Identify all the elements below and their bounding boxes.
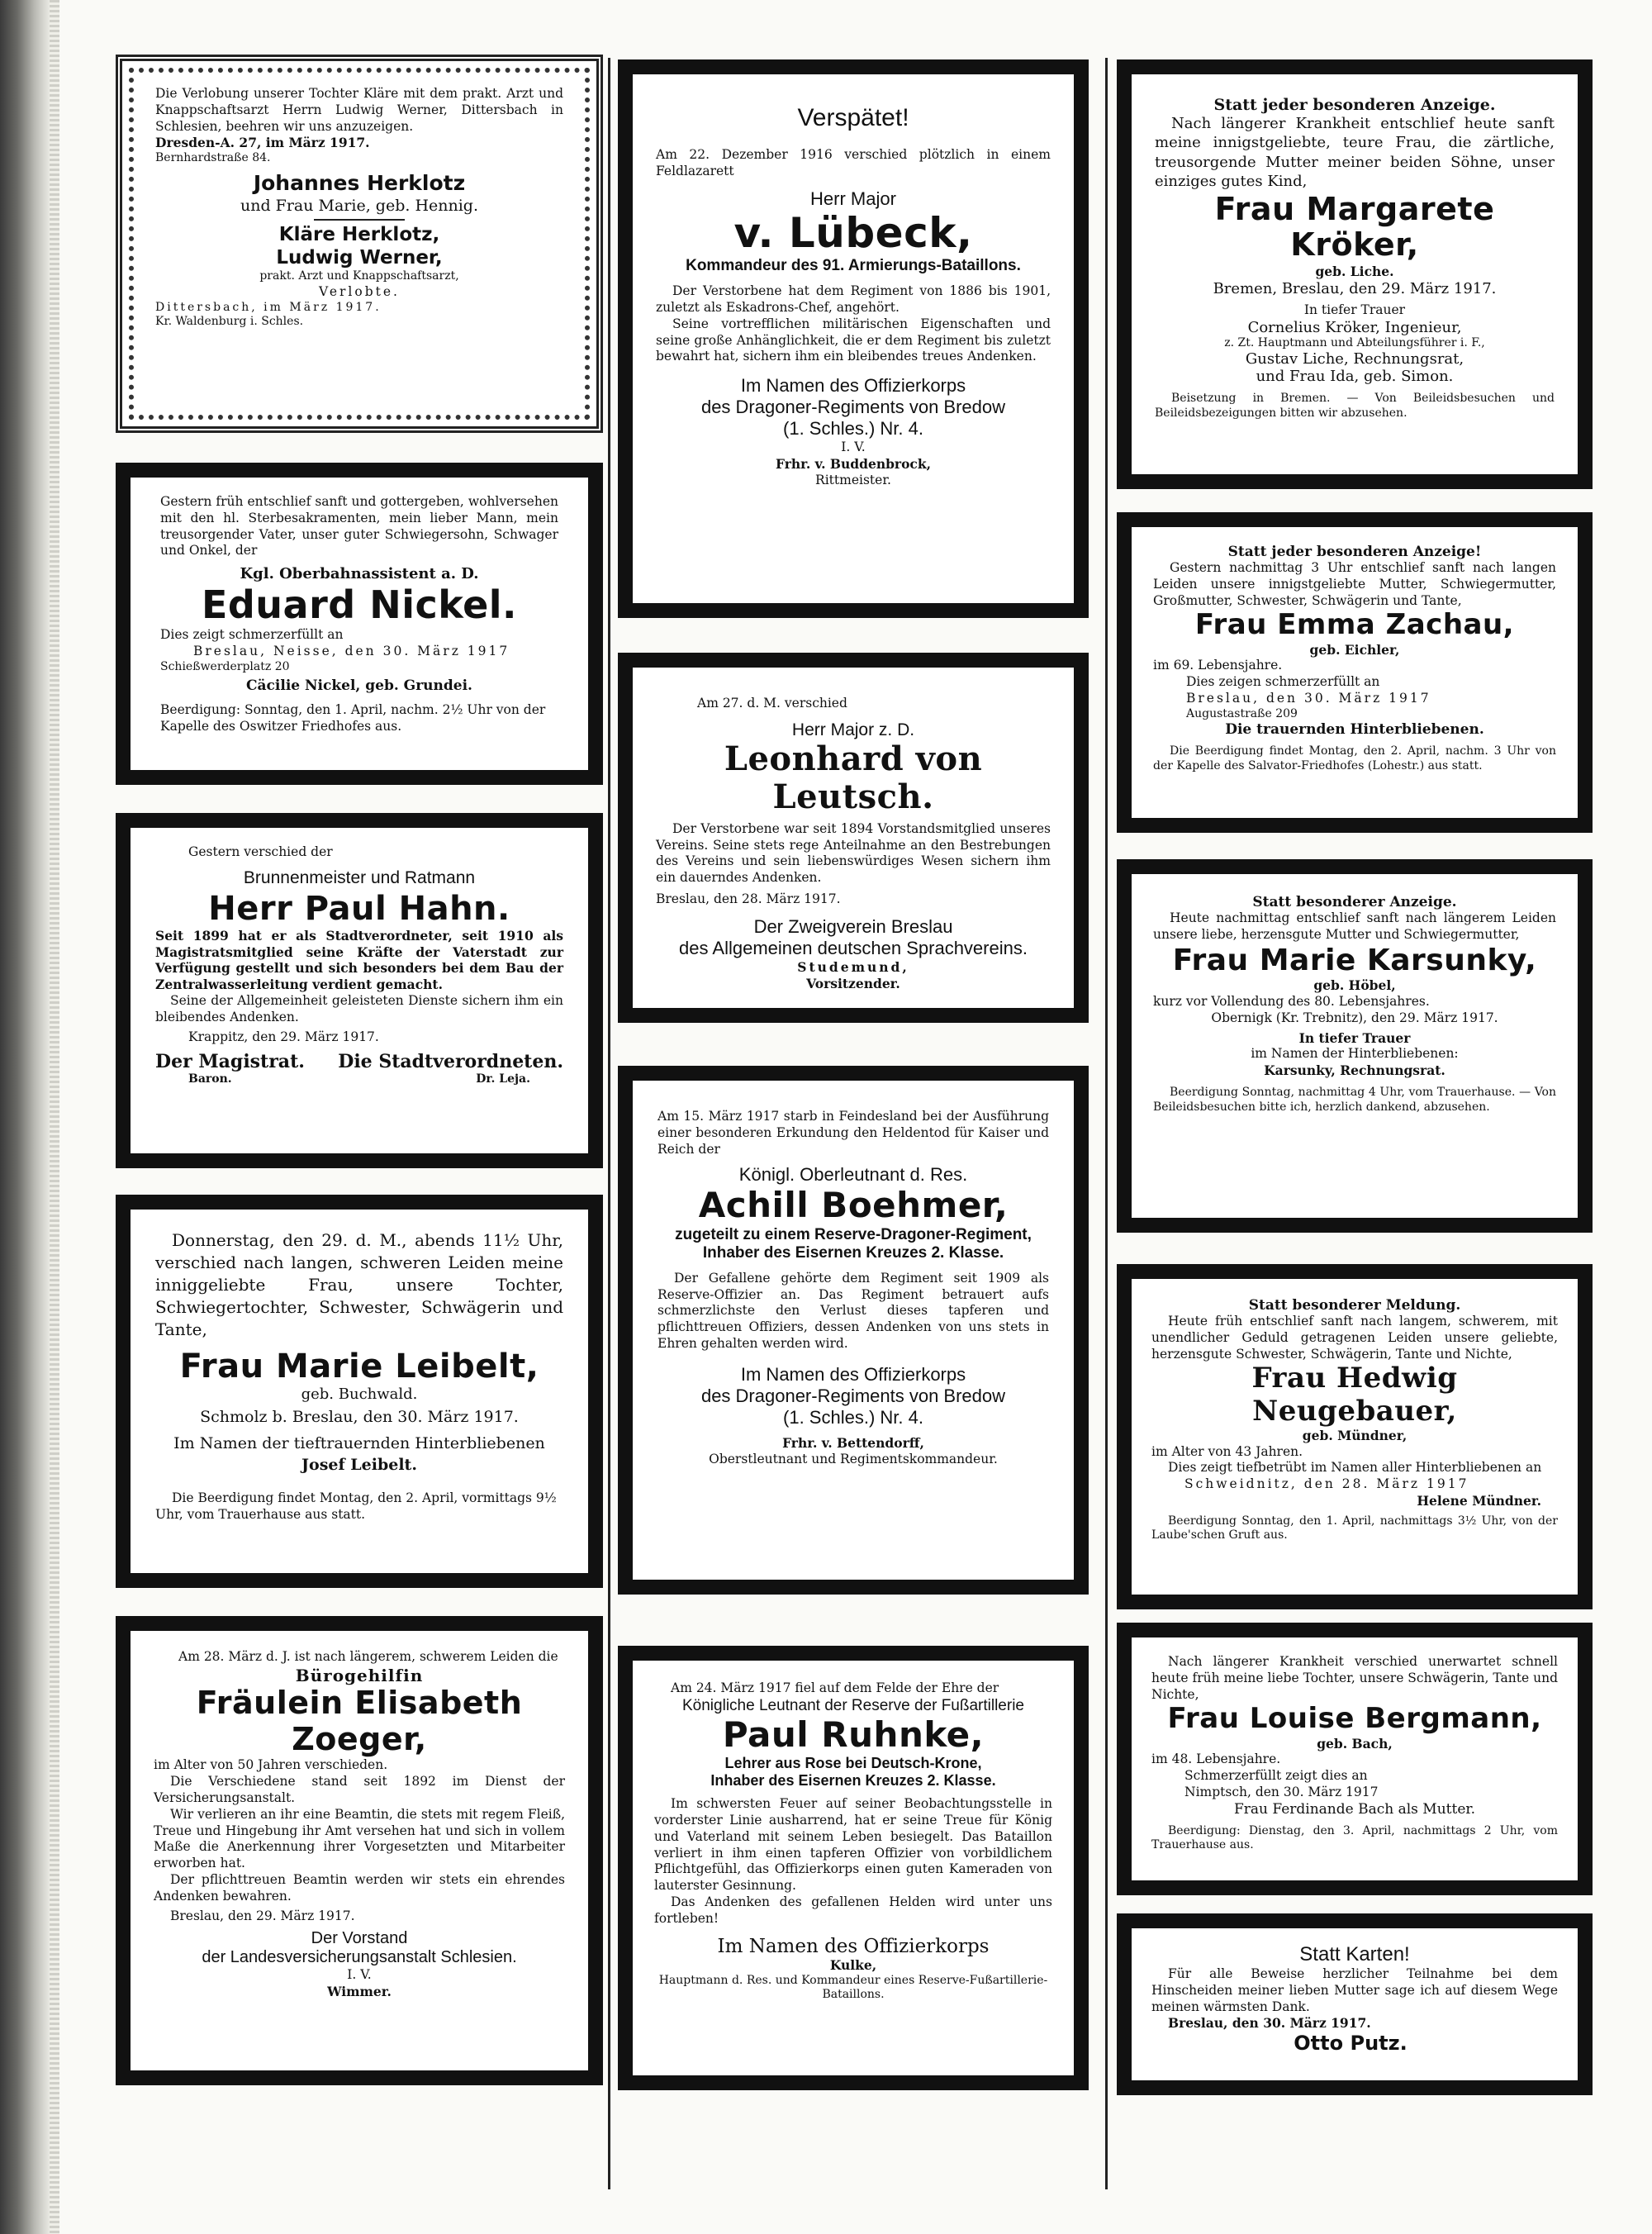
obituary-text: Seit 1899 hat er als Stadtverordneter, seit 1910 als Magistratsmitglied seine Kräfte der Vaterstadt zur Verfügung gestellt und sich besonders bei dem Bau der Zentralwasserleitung verdient gemacht. [155,927,563,993]
maiden-name: geb. Eichler, [1309,641,1400,658]
notice-text: Die Verlobung unserer Tochter Kläre mit dem prakt. Arzt und Knappschaftsarzt Herrn Ludwig Werner, Dittersbach in Schlesien, beehren wir uns anzuzeigen. [155,86,563,134]
signatory-number: (1. Schles.) Nr. 4. [783,1406,923,1428]
obituary-street: Schießwerderplatz 20 [160,659,290,673]
signatory: Der Vorstand [311,1929,408,1948]
obituary-text: Donnerstag, den 29. d. M., abends 11½ Uhr, verschied nach langen, schweren Leiden meine inniggeliebte Frau, unsere Tochter, Schwiegertochter, Schwester, Schwägerin und Tante, [155,1230,563,1339]
obituary-neugebauer [1117,1264,1593,1609]
deceased-decoration: Inhaber des Eisernen Kreuzes 2. Klasse. [702,1243,1004,1262]
column-rule [608,58,610,2189]
obituary-text: Am 22. Dezember 1916 verschied plötzlich in einem Feldlazarett [656,147,1051,178]
notice-text: Für alle Beweise herzlicher Teilnahme bei dem Hinscheiden meiner lieben Mutter sage ich auf diesem Wege meinen wärmsten Dank. [1151,1966,1558,2014]
mourner-name: Karsunky, Rechnungsrat. [1264,1062,1446,1079]
obituary-text-2: Seine der Allgemeinheit geleisteten Dienste sichern ihm ein bleibendes Andenken. [155,993,563,1024]
deceased-name: Fräulein Elisabeth Zoeger, [196,1684,523,1757]
obituary-text-2: Die Verschiedene stand seit 1892 im Dienst der Versicherungsanstalt. [154,1774,565,1805]
mourner-name: Cornelius Kröker, Ingenieur, [1247,318,1462,336]
deceased-age: im 48. Lebensjahre. [1151,1752,1281,1767]
signatory-left: Der Magistrat. [155,1050,305,1072]
obituary-place: Breslau, Neisse, den 30. März 1917 [193,644,510,659]
mourner-line: Schmerzerfüllt zeigt dies an [1184,1768,1368,1784]
mourner-line: Dies zeigen schmerzerfüllt an [1186,674,1380,690]
mourner-name: Josef Leibelt. [301,1456,417,1474]
page-edge [50,0,59,2234]
obituary-text: Nach längerer Krankheit entschlief heute sanft meine innigstgeliebte, teure Frau, die zärtliche, treusorgende Mutter meiner beiden Söhne, unser einziges gutes Kind, [1155,115,1555,191]
deceased-rank: Herr Major z. D. [791,720,915,739]
deceased-rank: Herr Major [810,188,896,209]
obituary-text: Heute früh entschlief sanft nach langem, schwerem, mit unendlicher Geduld getragenen Leiden unsere geliebte, herzensgute Schwester, Schwägerin, Tante und Nichte, [1151,1314,1558,1362]
obituary-text: Am 27. d. M. verschied [697,696,847,711]
obituary-place: Schweidnitz, den 28. März 1917 [1184,1476,1469,1492]
signatory: Im Namen des Offizierkorps [740,375,966,397]
signature-left: Baron. [188,1072,232,1086]
signature: Otto Putz. [1294,2032,1408,2056]
obituary-leutsch [618,653,1089,1023]
obituary-text-2: Im schwersten Feuer auf seiner Beobachtungsstelle in vorderster Linie ausharrend, hat er seine Treue für König und Vaterland mit seinem Leben besiegelt. Das Bataillon verliert in ihm einen tapferen Offizier von vorbildlichem Pflichtgefühl, das Offizierkorps einen guten Kameraden von lauterster Gesinnung. [654,1796,1052,1894]
maiden-name: geb. Bach, [1317,1735,1393,1752]
signature-rank: Rittmeister. [815,472,891,487]
deceased-decoration: Inhaber des Eisernen Kreuzes 2. Klasse. [710,1772,996,1790]
thank-you-notice [1117,1913,1593,2095]
funeral-note: Beisetzung in Bremen. — Von Beileidsbesuchen und Beileidsbezeigungen bitten wir abzusehen. [1155,392,1555,420]
mourner-name: Cäcilie Nickel, geb. Grundei. [246,677,472,695]
deceased-rank: Königl. Oberleutnant d. Res. [738,1164,968,1186]
obituary-age: im Alter von 50 Jahren verschieden. [154,1757,388,1773]
obituary-intro: Gestern verschied der [188,844,333,859]
signature: Studemund, [797,958,909,975]
obituary-zoeger [116,1616,603,2085]
deceased-name: Frau Hedwig Neugebauer, [1251,1362,1458,1428]
obituary-street: Augustastraße 209 [1186,706,1298,720]
obituary-place: Breslau, den 30. März 1917 [1186,691,1431,706]
obituary-kroeker [1117,59,1593,489]
obituary-karsunky [1117,859,1593,1233]
obituary-text: Heute nachmittag entschlief sanft nach längerem Leiden unsere liebe, herzensgute Mutter und Schwiegermutter, [1153,910,1556,942]
mourner-name: Frau Ferdinande Bach als Mutter. [1233,1800,1476,1818]
signatory-number: (1. Schles.) Nr. 4. [783,418,923,440]
mourner-name: Helene Mündner. [1417,1492,1541,1509]
book-binding [0,0,50,2234]
signature-right: Dr. Leja. [476,1072,530,1086]
obituary-text-3: Das Andenken des gefallenen Helden wird unter uns fortleben! [654,1894,1052,1926]
deceased-name: Eduard Nickel. [201,582,518,628]
deceased-profession: Lehrer aus Rose bei Deutsch-Krone, [724,1755,982,1772]
signatory-regiment: des Dragoner-Regiments von Bredow [700,1385,1006,1406]
signature-rank: Hauptmann d. Res. und Kommandeur eines Reserve-Fußartillerie-Bataillons. [658,1973,1048,2002]
notice-date: Breslau, den 30. März 1917. [1168,2015,1371,2032]
obituary-place: Nimptsch, den 30. März 1917 [1184,1785,1379,1800]
deceased-position: Kommandeur des 91. Armierungs-Bataillons. [686,257,1021,275]
obituary-hahn [116,813,603,1168]
signature-title: Vorsitzender. [806,975,900,991]
maiden-name: geb. Buchwald. [301,1386,418,1403]
notice-street: Bernhardstraße 84. [155,151,271,165]
parent-name-2: und Frau Marie, geb. Hennig. [240,196,479,215]
obituary-text-2: Der Verstorbene hat dem Regiment von 1886 bis 1901, zuletzt als Eskadrons-Chef, angehört. [656,283,1051,315]
funeral-note: Beerdigung: Sonntag, den 1. April, nachm. 2½ Uhr von der Kapelle des Oswitzer Friedhofes aus. [160,702,546,734]
notice-date: Dittersbach, im März 1917. [155,300,382,314]
obituary-ruhnke [618,1646,1089,2090]
maiden-name: geb. Mündner, [1302,1427,1408,1443]
deceased-age: kurz vor Vollendung des 80. Lebensjahres. [1153,993,1430,1009]
obituary-zachau [1117,512,1593,833]
mourner-name-3: und Frau Ida, geb. Simon. [1256,368,1454,386]
obituary-place: Bremen, Breslau, den 29. März 1917. [1213,279,1497,297]
deceased-title: Kgl. Oberbahnassistent a. D. [240,565,479,583]
signatory-iv: I. V. [841,440,866,455]
signatory: Im Namen des Offizierkorps [740,1363,966,1385]
obituary-date: Krappitz, den 29. März 1917. [188,1029,379,1044]
deceased-title: Brunnenmeister und Ratmann [243,867,476,887]
signature: Wimmer. [327,1984,392,2000]
parent-name: Johannes Herklotz [253,170,466,195]
groom-name: Ludwig Werner, [276,246,443,269]
funeral-note: Beerdigung Sonntag, nachmittag 4 Uhr, vom Trauerhause. — Von Beileidsbesuchen bitte ich, herzlich dankend, abzusehen. [1153,1086,1556,1114]
mourner-line: Dies zeigt tiefbetrübt im Namen aller Hinterbliebenen an [1168,1460,1542,1476]
bride-name: Kläre Herklotz, [278,224,440,246]
obituary-text-3: Wir verlieren an ihr eine Beamtin, die stets mit regem Fleiß, Treue und Hingebung ihr Amt versehen hat und sich in vollem Maße die Anerkennung ihrer Vorgesetzten und Mitarbeiter erworben hat. [154,1806,565,1871]
deceased-name: Frau Margarete Kröker, [1214,190,1495,264]
signature: Kulke, [829,1956,877,1973]
notice-place: Dresden-A. 27, im März 1917. [155,135,370,151]
signatory: Im Namen des Offizierkorps [717,1935,990,1957]
deceased-name: Leonhard von Leutsch. [724,739,983,816]
funeral-note: Die Beerdigung findet Montag, den 2. April, vormittags 9½ Uhr, vom Trauerhause aus statt. [155,1490,557,1522]
maiden-name: geb. Liche. [1315,263,1394,279]
notice-heading: Verspätet! [797,104,909,131]
mourner-line: Dies zeigt schmerzerfüllt an [160,627,344,643]
engaged-label: Verlobte. [319,283,400,299]
obituary-text: Am 24. März 1917 fiel auf dem Felde der Ehre der [671,1680,999,1695]
obituary-bergmann [1117,1623,1593,1895]
obituary-text: Am 15. März 1917 starb in Feindesland bei der Ausführung einer besonderen Erkundung den Heldentod für Kaiser und Reich der [657,1109,1049,1157]
signature-rank: Oberstleutnant und Regimentskommandeur. [709,1451,998,1466]
obituary-text: Nach längerer Krankheit verschied unerwartet schnell heute früh meine liebe Tochter, unsere Schwägerin, Tante und Nichte, [1151,1654,1558,1702]
signatory-right: Die Stadtverordneten. [338,1050,563,1072]
obituary-text-2: Der Gefallene gehörte dem Regiment seit 1909 als Reserve-Offizier an. Das Regiment betrauert aufs schmerzlichste den Verlust dieses tapferen und pflichttreuen Offiziers, dessen Andenken von uns stets in Ehren gehalten werden wird. [657,1270,1049,1352]
obituary-place: Schmolz b. Breslau, den 30. März 1917. [200,1408,519,1426]
black-border [131,463,588,478]
column-rule [1105,58,1108,2189]
divider [314,219,405,221]
obituary-text-3: Seine vortrefflichen militärischen Eigenschaften und seine große Anhänglichkeit, die er dem Regiment bis zuletzt bewahrt hat, sichern ihm ein bleibendes treues Andenken. [656,316,1051,364]
deceased-name: v. Lübeck, [733,208,973,257]
obituary-text: Am 28. März d. J. ist nach längerem, schwerem Leiden die [178,1649,558,1664]
mourner-name-2: Gustav Liche, Rechnungsrat, [1245,350,1464,368]
obituary-date: Breslau, den 28. März 1917. [656,891,841,907]
engagement-notice [116,55,603,433]
mourner-title: z. Zt. Hauptmann und Abteilungsführer i. F., [1224,335,1485,349]
signature: Frhr. v. Bettendorff, [782,1434,924,1451]
notice-district: Kr. Waldenburg i. Schles. [155,315,304,329]
deceased-age: im 69. Lebensjahre. [1153,658,1283,673]
obituary-text: Gestern früh entschlief sanft und gottergeben, wohlversehen mit den hl. Sterbesakramenten, mein lieber Mann, mein treusorgender Vater, unser guter Schwiegersohn, Schwager und Onkel, der [160,494,558,558]
notice-heading: Statt besonderer Meldung. [1248,1297,1461,1314]
signatory-org: der Landesversicherungsanstalt Schlesien. [202,1948,517,1967]
obituary-text-4: Der pflichttreuen Beamtin werden wir stets ein ehrendes Andenken bewahren. [154,1872,565,1904]
mourner-line: In tiefer Trauer [1303,302,1406,317]
signatory-iv: I. V. [347,1967,372,1983]
deceased-title: Bürogehilfin [295,1665,424,1685]
maiden-name: geb. Höbel, [1313,977,1396,994]
funeral-note: Beerdigung: Dienstag, den 3. April, nachmittags 2 Uhr, vom Trauerhause aus. [1151,1823,1558,1852]
notice-heading: Statt Karten! [1299,1943,1410,1965]
obituary-leibelt [116,1195,603,1588]
deceased-name: Frau Marie Leibelt, [179,1348,539,1386]
signatory-org: des Allgemeinen deutschen Sprachvereins. [679,937,1028,958]
obituary-place: Obernigk (Kr. Trebnitz), den 29. März 1917. [1211,1010,1498,1025]
funeral-note: Die Beerdigung findet Montag, den 2. April, nachm. 3 Uhr von der Kapelle des Salvator-Friedhofes (Lohestr.) aus statt. [1153,744,1556,772]
deceased-name: Herr Paul Hahn. [208,889,510,928]
groom-title: prakt. Arzt und Knappschaftsarzt, [259,269,459,283]
obituary-luebeck [618,59,1089,618]
signature: Frhr. v. Buddenbrock, [775,456,932,473]
obituary-text: Gestern nachmittag 3 Uhr entschlief sanft nach langen Leiden unsere innigstgeliebte Mutter, Schwiegermutter, Großmutter, Schwester, Schwägerin und Tante, [1153,560,1556,608]
deceased-unit: zugeteilt zu einem Reserve-Dragoner-Regiment, [675,1225,1032,1243]
notice-heading: Statt jeder besonderen Anzeige. [1213,96,1496,114]
obituary-nickel [116,463,603,785]
notice-heading: Statt jeder besonderen Anzeige! [1227,544,1482,560]
mourner-line-2: im Namen der Hinterbliebenen: [1251,1046,1459,1062]
deceased-name: Frau Marie Karsunky, [1172,943,1537,977]
funeral-note: Beerdigung Sonntag, den 1. April, nachmittags 3½ Uhr, von der Laube'schen Gruft aus. [1151,1514,1558,1542]
deceased-name: Achill Boehmer, [698,1185,1009,1226]
mourner-name: Die trauernden Hinterbliebenen. [1225,721,1484,739]
obituary-date: Breslau, den 29. März 1917. [170,1908,355,1923]
signatory-regiment: des Dragoner-Regiments von Bredow [700,397,1006,418]
deceased-name: Paul Ruhnke, [722,1714,985,1755]
mourner-line: In tiefer Trauer [1298,1029,1411,1046]
deceased-name: Frau Louise Bergmann, [1167,1702,1542,1736]
obituary-boehmer [618,1066,1089,1595]
deceased-name: Frau Emma Zachau, [1194,608,1515,642]
obituary-text-2: Der Verstorbene war seit 1894 Vorstandsmitglied unseres Vereins. Seine stets rege Anteilnahme an den Bestrebungen des Vereins und sein liebenswürdiges Wesen sichern ihm ein dauerndes Andenken. [656,820,1051,886]
signatory: Der Zweigverein Breslau [753,915,953,937]
mourner-line: Im Namen der tieftrauernden Hinterbliebenen [173,1434,545,1452]
notice-heading: Statt besonderer Anzeige. [1252,894,1457,910]
deceased-rank: Königliche Leutnant der Reserve der Fußartillerie [682,1696,1024,1714]
deceased-age: im Alter von 43 Jahren. [1151,1443,1303,1459]
